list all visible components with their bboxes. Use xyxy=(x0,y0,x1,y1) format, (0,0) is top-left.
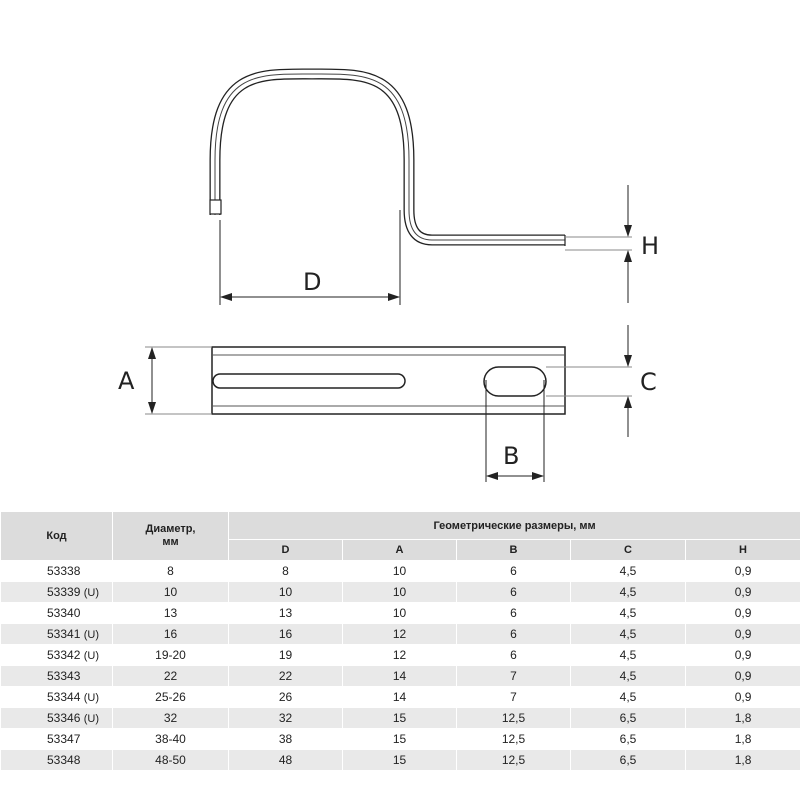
code-value: 53347 xyxy=(47,732,81,746)
table-row xyxy=(1,624,800,645)
cell-b: 12,5 xyxy=(457,729,571,750)
cell-d: 13 xyxy=(229,603,343,624)
cell-a: 15 xyxy=(343,708,457,729)
cell-c: 4,5 xyxy=(571,666,686,687)
cell-h: 0,9 xyxy=(686,561,800,582)
cell-a: 14 xyxy=(343,666,457,687)
cell-a: 12 xyxy=(343,624,457,645)
cell-h: 0,9 xyxy=(686,582,800,603)
code-value: 53348 xyxy=(47,753,81,767)
col-header-d: D xyxy=(229,540,343,561)
code-value: 53338 xyxy=(47,564,81,578)
cell-d: 32 xyxy=(229,708,343,729)
cell-diameter: 10 xyxy=(113,582,229,603)
col-header-b: B xyxy=(457,540,571,561)
cell-d: 8 xyxy=(229,561,343,582)
table-row xyxy=(1,645,800,666)
cell-b: 12,5 xyxy=(457,750,571,771)
cell-d: 26 xyxy=(229,687,343,708)
cell-h: 0,9 xyxy=(686,624,800,645)
col-header-a: A xyxy=(343,540,457,561)
code-value: 53342 xyxy=(47,648,81,662)
code-value: 53346 xyxy=(47,711,81,725)
cell-a: 14 xyxy=(343,687,457,708)
cell-d: 19 xyxy=(229,645,343,666)
col-header-h: H xyxy=(686,540,800,561)
cell-b: 6 xyxy=(457,603,571,624)
cell-a: 15 xyxy=(343,750,457,771)
cell-b: 6 xyxy=(457,582,571,603)
cell-c: 4,5 xyxy=(571,645,686,666)
clip-top-view xyxy=(212,347,565,414)
cell-diameter: 25-26 xyxy=(113,687,229,708)
cell-c: 4,5 xyxy=(571,624,686,645)
dimension-h-label: H xyxy=(641,232,660,260)
cell-d: 22 xyxy=(229,666,343,687)
cell-code xyxy=(1,645,113,666)
cell-a: 10 xyxy=(343,561,457,582)
cell-code xyxy=(1,750,113,771)
diameter-header: Диаметр, мм xyxy=(113,512,229,561)
cell-b: 6 xyxy=(457,561,571,582)
cell-h: 1,8 xyxy=(686,708,800,729)
dimension-h xyxy=(565,185,659,303)
code-value: 53343 xyxy=(47,669,81,683)
cell-code xyxy=(1,582,113,603)
cell-diameter: 32 xyxy=(113,708,229,729)
dimension-c-label: C xyxy=(640,368,657,396)
cell-diameter: 13 xyxy=(113,603,229,624)
spec-table-body xyxy=(1,561,800,771)
cell-diameter: 8 xyxy=(113,561,229,582)
cell-c: 4,5 xyxy=(571,603,686,624)
dimension-a-label: A xyxy=(118,367,135,395)
cell-a: 10 xyxy=(343,603,457,624)
cell-c: 4,5 xyxy=(571,561,686,582)
table-row xyxy=(1,750,800,771)
cell-a: 15 xyxy=(343,729,457,750)
cell-c: 6,5 xyxy=(571,750,686,771)
col-header-c: C xyxy=(571,540,686,561)
cell-b: 6 xyxy=(457,645,571,666)
dimension-d xyxy=(220,210,400,305)
code-value: 53344 xyxy=(47,690,81,704)
cell-c: 4,5 xyxy=(571,687,686,708)
table-row xyxy=(1,729,800,750)
cell-diameter: 22 xyxy=(113,666,229,687)
code-suffix: (U) xyxy=(83,629,99,641)
cell-a: 10 xyxy=(343,582,457,603)
cell-c: 6,5 xyxy=(571,729,686,750)
spec-table xyxy=(0,511,800,771)
code-value: 53339 xyxy=(47,585,81,599)
cell-b: 12,5 xyxy=(457,708,571,729)
cell-d: 10 xyxy=(229,582,343,603)
code-value: 53341 xyxy=(47,627,81,641)
cell-h: 1,8 xyxy=(686,750,800,771)
cell-diameter: 48-50 xyxy=(113,750,229,771)
cell-d: 38 xyxy=(229,729,343,750)
cell-code xyxy=(1,708,113,729)
cell-diameter: 38-40 xyxy=(113,729,229,750)
cell-b: 7 xyxy=(457,666,571,687)
cell-h: 0,9 xyxy=(686,687,800,708)
cell-d: 16 xyxy=(229,624,343,645)
table-row xyxy=(1,603,800,624)
cell-code xyxy=(1,729,113,750)
code-value: 53340 xyxy=(47,606,81,620)
cell-c: 6,5 xyxy=(571,708,686,729)
cell-c: 4,5 xyxy=(571,582,686,603)
cell-h: 1,8 xyxy=(686,729,800,750)
cell-h: 0,9 xyxy=(686,666,800,687)
cell-h: 0,9 xyxy=(686,645,800,666)
cell-a: 12 xyxy=(343,645,457,666)
cell-code xyxy=(1,687,113,708)
cell-h: 0,9 xyxy=(686,603,800,624)
table-row xyxy=(1,582,800,603)
cell-code xyxy=(1,624,113,645)
cell-b: 7 xyxy=(457,687,571,708)
cell-code xyxy=(1,603,113,624)
table-row xyxy=(1,561,800,582)
code-suffix: (U) xyxy=(83,692,99,704)
code-suffix: (U) xyxy=(83,713,99,725)
cell-b: 6 xyxy=(457,624,571,645)
table-row xyxy=(1,687,800,708)
cell-diameter: 19-20 xyxy=(113,645,229,666)
dimension-a xyxy=(118,347,212,414)
code-suffix: (U) xyxy=(83,650,99,662)
table-row xyxy=(1,666,800,687)
cell-code xyxy=(1,561,113,582)
code-header: Код xyxy=(1,512,113,561)
dimension-d-label: D xyxy=(303,268,322,296)
table-row xyxy=(1,708,800,729)
cell-code xyxy=(1,666,113,687)
cell-diameter: 16 xyxy=(113,624,229,645)
clip-side-view xyxy=(210,74,565,246)
dimension-b-label: B xyxy=(503,442,520,470)
cell-d: 48 xyxy=(229,750,343,771)
geometry-header: Геометрические размеры, мм xyxy=(229,512,800,540)
code-suffix: (U) xyxy=(83,587,99,599)
